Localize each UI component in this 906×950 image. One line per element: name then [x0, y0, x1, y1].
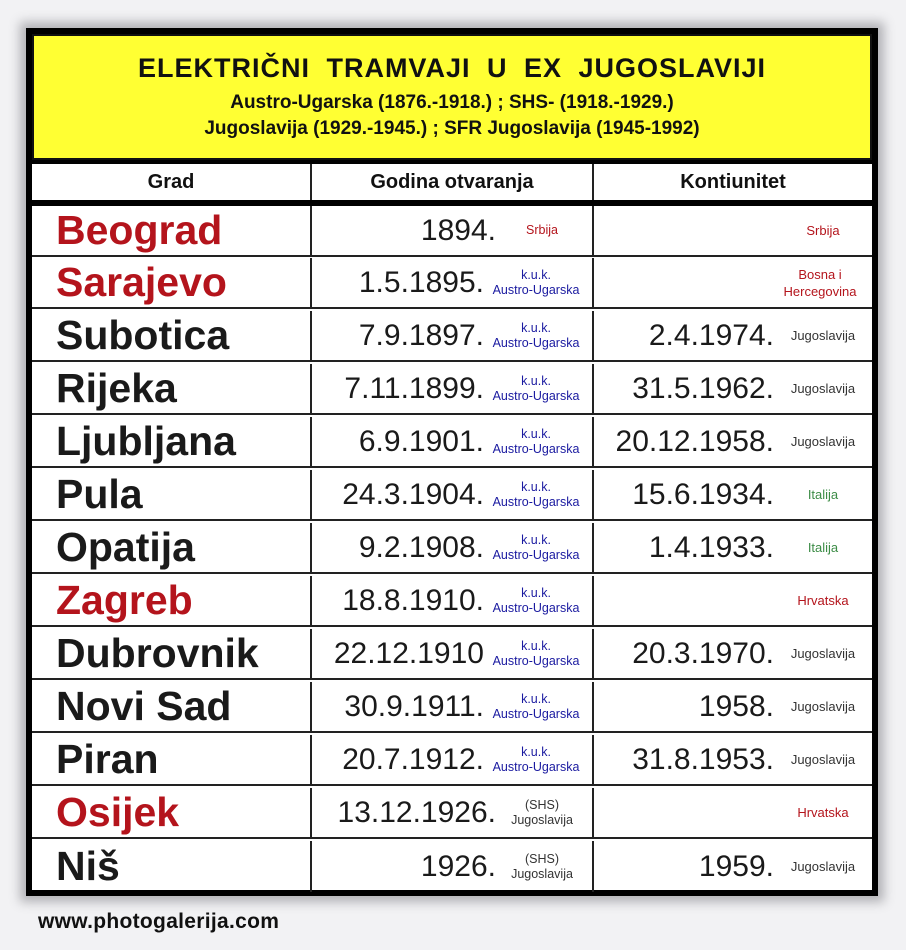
opened-cell	[310, 735, 592, 784]
opened-cell	[310, 841, 592, 892]
opened-note	[484, 374, 588, 404]
closed-date: 1.4.1933.	[648, 530, 774, 564]
closed-date: 31.5.1962.	[632, 371, 774, 405]
opened-note	[484, 639, 588, 669]
opened-note	[496, 852, 588, 882]
city-name: Ljubljana	[56, 418, 236, 464]
opened-date: 22.12.1910	[333, 636, 484, 670]
continuity-cell	[592, 523, 872, 572]
closed-date: 1959.	[698, 849, 774, 883]
continuity-cell	[592, 576, 872, 625]
closed-date: 2.4.1974.	[648, 318, 774, 352]
continuity-cell	[592, 311, 872, 360]
country-note: Jugoslavija	[790, 646, 856, 661]
opened-note	[484, 533, 588, 563]
country-note: Italija	[807, 540, 839, 555]
country-note: Srbija	[806, 223, 840, 238]
opened-cell	[310, 206, 592, 255]
opened-date: 24.3.1904.	[342, 477, 484, 511]
column-header-city: Grad	[147, 170, 195, 193]
table-frame	[26, 28, 878, 896]
table-body	[32, 206, 872, 890]
opened-date: 13.12.1926.	[337, 795, 496, 829]
city-name: Rijeka	[56, 365, 177, 411]
opened-cell	[310, 311, 592, 360]
city-name: Niš	[56, 843, 120, 889]
opened-note-line-1: (SHS)	[524, 797, 560, 812]
city-name: Piran	[56, 736, 159, 782]
table-row	[32, 470, 872, 521]
opened-note	[484, 427, 588, 457]
closed-date: 20.3.1970.	[632, 636, 774, 670]
column-headers	[32, 164, 872, 200]
opened-note-line-1: k.u.k.	[521, 532, 551, 547]
opened-note-line-2: Austro-Ugarska	[492, 282, 580, 297]
opened-date: 9.2.1908.	[358, 530, 484, 564]
opened-note-line-2: Jugoslavija	[511, 812, 573, 827]
continuity-cell	[592, 788, 872, 837]
continuity-cell	[592, 206, 872, 255]
country-note: Jugoslavija	[790, 699, 856, 714]
opened-date: 1.5.1895.	[358, 265, 484, 299]
opened-note	[484, 321, 588, 351]
opened-cell	[310, 788, 592, 837]
city-name: Dubrovnik	[56, 630, 259, 676]
table-row	[32, 364, 872, 415]
table-row	[32, 682, 872, 733]
column-header-opened: Godina otvaranja	[310, 164, 592, 200]
continuity-cell	[592, 841, 872, 892]
country-note: Jugoslavija	[790, 434, 856, 449]
opened-date: 20.7.1912.	[342, 742, 484, 776]
city-name: Subotica	[56, 312, 230, 358]
opened-note-line-1: k.u.k.	[521, 373, 551, 388]
opened-cell	[310, 629, 592, 678]
city-name: Beograd	[56, 207, 223, 253]
city-name: Novi Sad	[56, 683, 232, 729]
opened-note-line-2: Austro-Ugarska	[492, 653, 580, 668]
opened-cell	[310, 682, 592, 731]
table-row	[32, 417, 872, 468]
opened-note	[496, 223, 588, 238]
column-header-continuity: Kontiunitet	[592, 164, 872, 200]
opened-note	[484, 692, 588, 722]
opened-note	[484, 268, 588, 298]
table-header	[32, 34, 872, 160]
table-row	[32, 523, 872, 574]
opened-cell	[310, 364, 592, 413]
city-name: Opatija	[56, 524, 195, 570]
table-row	[32, 629, 872, 680]
closed-date: 1958.	[698, 689, 774, 723]
opened-date: 6.9.1901.	[358, 424, 484, 458]
continuity-cell	[592, 417, 872, 466]
country-note: Jugoslavija	[790, 752, 856, 767]
opened-cell	[310, 470, 592, 519]
opened-date: 18.8.1910.	[342, 583, 484, 617]
opened-date: 7.9.1897.	[358, 318, 484, 352]
opened-date: 30.9.1911.	[344, 689, 484, 723]
table-row	[32, 206, 872, 257]
country-note: Hrvatska	[797, 805, 849, 820]
opened-note-line-1: k.u.k.	[521, 479, 551, 494]
opened-note-line-1: Srbija	[526, 223, 558, 237]
country-note: Italija	[807, 487, 839, 502]
table-row	[32, 576, 872, 627]
continuity-cell	[592, 682, 872, 731]
country-note	[774, 266, 866, 300]
opened-cell	[310, 417, 592, 466]
table-row	[32, 311, 872, 362]
country-note-line-1: Bosna i	[798, 266, 842, 282]
opened-cell	[310, 258, 592, 307]
opened-note	[484, 745, 588, 775]
table-row	[32, 258, 872, 309]
opened-note-line-2: Austro-Ugarska	[492, 706, 580, 721]
country-note-line-2: Hercegovina	[783, 283, 857, 299]
opened-note-line-2: Austro-Ugarska	[492, 494, 580, 509]
city-name: Sarajevo	[56, 259, 227, 305]
opened-note-line-2: Austro-Ugarska	[492, 759, 580, 774]
page-title: ELEKTRIČNI TRAMVAJI U EX JUGOSLAVIJI	[137, 53, 767, 83]
continuity-cell	[592, 470, 872, 519]
opened-note-line-1: k.u.k.	[521, 744, 551, 759]
opened-note	[484, 586, 588, 616]
opened-note-line-1: (SHS)	[524, 851, 560, 866]
opened-note-line-1: k.u.k.	[521, 638, 551, 653]
city-name: Osijek	[56, 789, 180, 835]
closed-date: 20.12.1958.	[615, 424, 774, 458]
opened-date: 7.11.1899.	[344, 371, 484, 405]
opened-note-line-2: Austro-Ugarska	[492, 441, 580, 456]
city-name: Zagreb	[56, 577, 193, 623]
website-url: www.photogalerija.com	[38, 910, 280, 933]
country-note: Jugoslavija	[790, 328, 856, 343]
table-row	[32, 841, 872, 892]
country-note: Hrvatska	[797, 593, 849, 608]
opened-note-line-1: k.u.k.	[521, 267, 551, 282]
table-row	[32, 788, 872, 839]
opened-date: 1894.	[420, 213, 496, 247]
opened-note-line-2: Jugoslavija	[511, 866, 573, 881]
country-note: Jugoslavija	[790, 381, 856, 396]
opened-note-line-1: k.u.k.	[521, 320, 551, 335]
city-name: Pula	[56, 471, 143, 517]
opened-cell	[310, 576, 592, 625]
continuity-cell	[592, 258, 872, 307]
closed-date: 31.8.1953.	[632, 742, 774, 776]
subtitle-line-2: Jugoslavija (1929.-1945.) ; SFR Jugoslavija (1945-1992)	[204, 118, 700, 139]
opened-note	[496, 798, 588, 828]
continuity-cell	[592, 364, 872, 413]
closed-date: 15.6.1934.	[632, 477, 774, 511]
subtitle-line-1: Austro-Ugarska (1876.-1918.) ; SHS- (1918.-1929.)	[230, 92, 674, 113]
opened-note-line-2: Austro-Ugarska	[492, 600, 580, 615]
opened-note-line-1: k.u.k.	[521, 691, 551, 706]
opened-note-line-1: k.u.k.	[521, 585, 551, 600]
opened-note	[484, 480, 588, 510]
opened-note-line-2: Austro-Ugarska	[492, 388, 580, 403]
table-row	[32, 735, 872, 786]
continuity-cell	[592, 735, 872, 784]
continuity-cell	[592, 629, 872, 678]
opened-note-line-2: Austro-Ugarska	[492, 547, 580, 562]
opened-date: 1926.	[420, 849, 496, 883]
opened-note-line-1: k.u.k.	[521, 426, 551, 441]
opened-cell	[310, 523, 592, 572]
opened-note-line-2: Austro-Ugarska	[492, 335, 580, 350]
country-note: Jugoslavija	[790, 859, 856, 874]
